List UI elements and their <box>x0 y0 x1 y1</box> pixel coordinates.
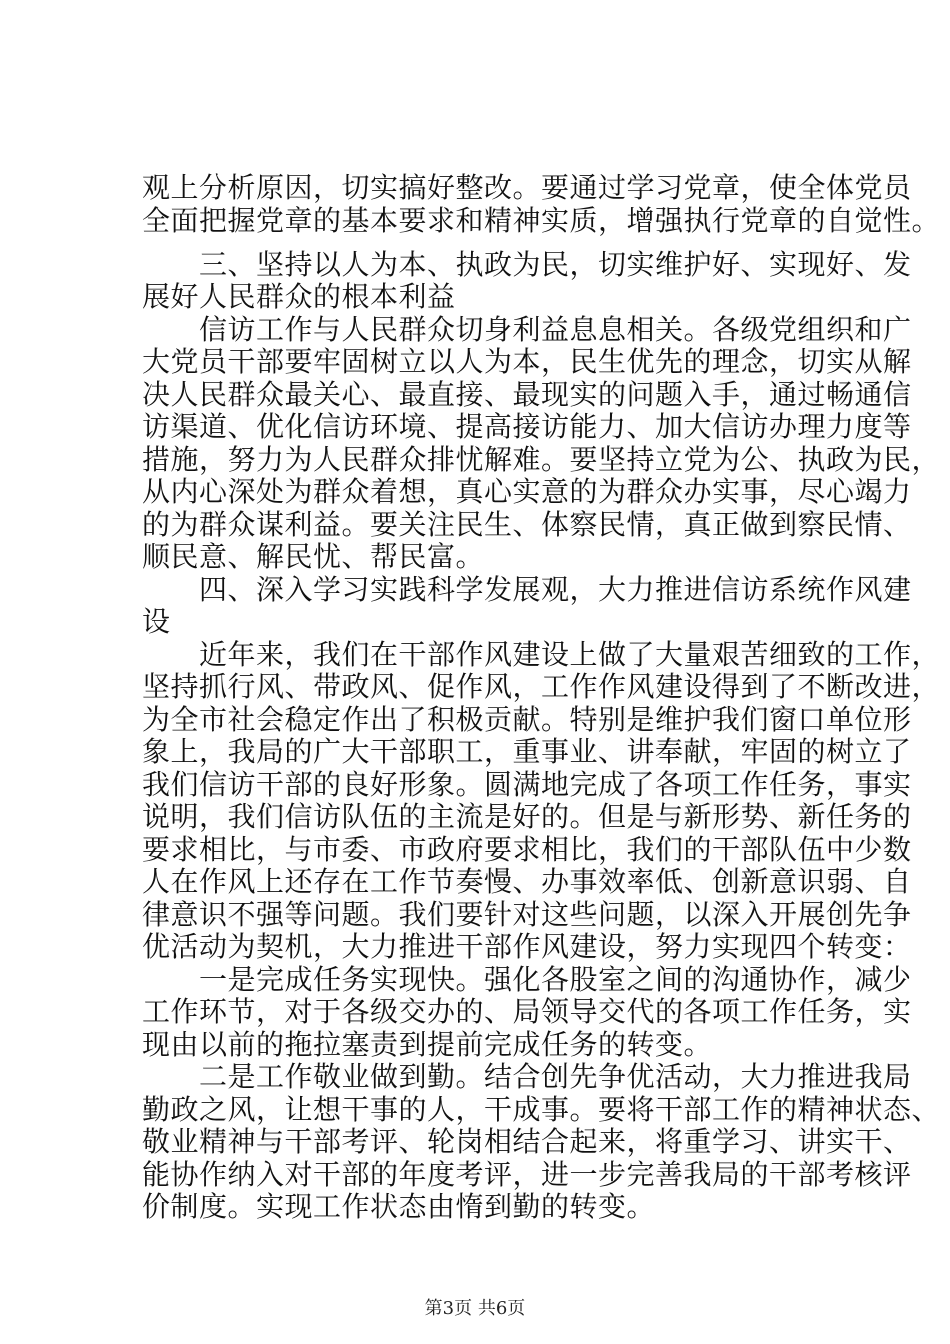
text-line: 敬业精神与干部考评、轮岗相结合起来，将重学习、讲实干、 <box>142 1125 912 1158</box>
text-line: 要求相比，与市委、市政府要求相比，我们的干部队伍中少数 <box>142 833 912 866</box>
text-line: 能协作纳入对干部的年度考评，进一步完善我局的干部考核评 <box>142 1158 912 1191</box>
text-line: 人在作风上还存在工作节奏慢、办事效率低、创新意识弱、自 <box>142 865 912 898</box>
text-line: 从内心深处为群众着想，真心实意的为群众办实事，尽心竭力 <box>142 475 912 508</box>
text-line: 律意识不强等问题。我们要针对这些问题，以深入开展创先争 <box>142 898 912 931</box>
text-line: 工作环节，对于各级交办的、局领导交代的各项工作任务，实 <box>142 995 912 1028</box>
text-line: 信访工作与人民群众切身利益息息相关。各级党组织和广 <box>142 313 912 346</box>
text-line: 顺民意、解民忧、帮民富。 <box>142 540 485 573</box>
text-line: 我们信访干部的良好形象。圆满地完成了各项工作任务，事实 <box>142 768 912 801</box>
text-line: 大党员干部要牢固树立以人为本，民生优先的理念，切实从解 <box>142 345 912 378</box>
text-line: 一是完成任务实现快。强化各股室之间的沟通协作，减少 <box>142 963 912 996</box>
text-line: 为全市社会稳定作出了积极贡献。特别是维护我们窗口单位形 <box>142 703 912 736</box>
text-line: 价制度。实现工作状态由惰到勤的转变。 <box>142 1190 656 1223</box>
section-heading-line: 设 <box>142 605 171 638</box>
text-line: 现由以前的拖拉塞责到提前完成任务的转变。 <box>142 1028 713 1061</box>
text-line: 勤政之风，让想干事的人，干成事。要将干部工作的精神状态、 <box>142 1093 941 1126</box>
text-line: 访渠道、优化信访环境、提高接访能力、加大信访办理力度等 <box>142 410 912 443</box>
text-line: 二是工作敬业做到勤。结合创先争优活动，大力推进我局 <box>142 1060 912 1093</box>
text-line: 观上分析原因，切实搞好整改。要通过学习党章，使全体党员 <box>142 171 912 204</box>
text-line: 决人民群众最关心、最直接、最现实的问题入手，通过畅通信 <box>142 378 912 411</box>
text-line: 全面把握党章的基本要求和精神实质，增强执行党章的自觉性。 <box>142 204 941 237</box>
text-line: 坚持抓行风、带政风、促作风，工作作风建设得到了不断改进， <box>142 670 941 703</box>
text-line: 象上，我局的广大干部职工，重事业、讲奉献，牢固的树立了 <box>142 735 912 768</box>
text-line: 近年来，我们在干部作风建设上做了大量艰苦细致的工作， <box>142 638 941 671</box>
text-line: 说明，我们信访队伍的主流是好的。但是与新形势、新任务的 <box>142 800 912 833</box>
section-heading-line: 三、坚持以人为本、执政为民，切实维护好、实现好、发 <box>142 248 912 281</box>
text-line: 优活动为契机，大力推进干部作风建设，努力实现四个转变： <box>142 930 912 963</box>
text-line: 措施，努力为人民群众排忧解难。要坚持立党为公、执政为民， <box>142 443 941 476</box>
section-heading-line: 四、深入学习实践科学发展观，大力推进信访系统作风建 <box>142 573 912 606</box>
text-line: 的为群众谋利益。要关注民生、体察民情，真正做到察民情、 <box>142 508 912 541</box>
section-heading-line: 展好人民群众的根本利益 <box>142 280 456 313</box>
page-number-footer: 第3页 共6页 <box>424 1298 526 1319</box>
